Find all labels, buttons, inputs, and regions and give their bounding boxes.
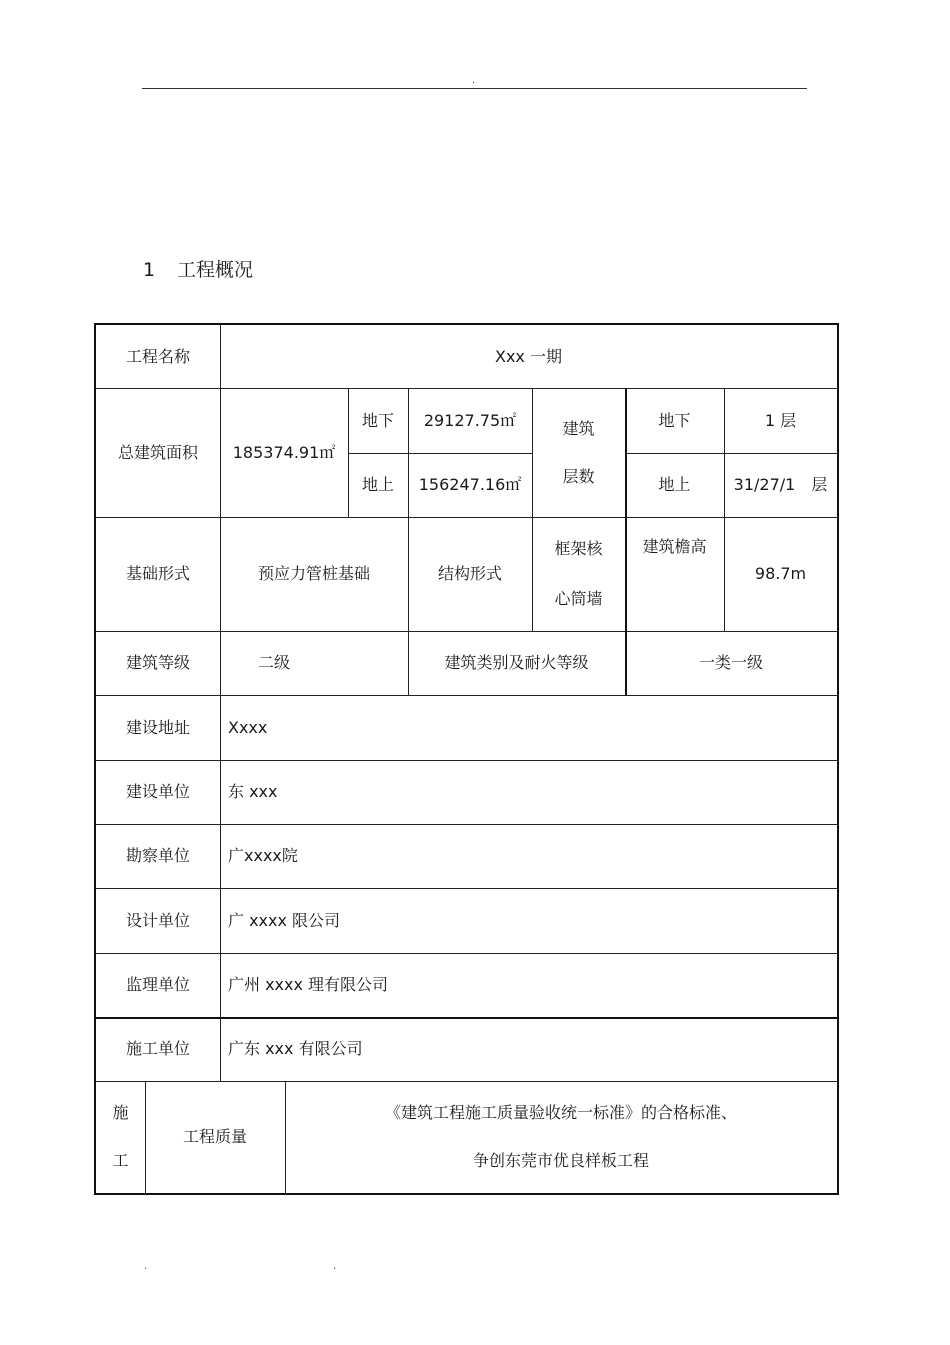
section-title-text: 工程概况 [177,259,254,281]
quality-side-line2: 工 [112,1151,129,1170]
floors-label-line1: 建筑 [562,418,595,438]
header-dot: . [472,75,476,86]
client-value: 东 xxx [228,782,278,801]
area-underground-value: 29127.75㎡ [423,410,517,430]
project-name-value: Xxx 一期 [495,346,562,366]
total-area-label: 总建筑面积 [117,442,198,462]
foundation-value: 预应力管桩基础 [257,564,370,583]
eave-height-value: 98.7m [754,564,807,583]
footer-dot-left: . [144,1261,148,1272]
site-address-label: 建设地址 [125,717,190,737]
quality-side-line1: 施 [112,1103,129,1122]
floors-underground-label: 地下 [658,410,691,430]
section-number: 1 [143,259,156,281]
design-label: 设计单位 [125,910,190,930]
quality-label: 工程质量 [182,1127,247,1146]
contractor-label: 施工单位 [125,1039,190,1058]
project-name-label: 工程名称 [125,346,190,366]
supervision-value: 广州 xxxx 理有限公司 [228,975,389,994]
building-grade-label: 建筑等级 [125,653,190,672]
client-label: 建设单位 [125,782,190,801]
floors-label [532,388,625,517]
header-rule [142,88,807,89]
section-title [143,257,253,283]
site-address-value: Xxxx [228,717,268,737]
project-overview-table [94,323,839,1195]
area-aboveground-label: 地上 [361,475,394,494]
building-grade-value: 二级 [257,653,290,672]
supervision-label: 监理单位 [125,975,190,994]
design-value: 广 xxxx 限公司 [228,910,341,930]
quality-value-line2: 争创东莞市优良样板工程 [472,1151,649,1170]
structure-value-line1: 框架核 [554,539,603,558]
foundation-label: 基础形式 [125,564,190,583]
footer-dot-right: . [333,1261,337,1272]
floors-aboveground-value: 31/27/1 层 [733,475,828,494]
total-area-value: 185374.91㎡ [232,442,336,462]
quality-value [285,1081,837,1193]
contractor-value: 广东 xxx 有限公司 [228,1039,363,1058]
survey-label: 勘察单位 [125,846,190,865]
fire-rating-value: 一类一级 [698,653,763,672]
structure-label: 结构形式 [437,564,502,583]
quality-side-label [96,1081,145,1193]
fire-rating-label: 建筑类别及耐火等级 [444,653,589,672]
area-underground-label: 地下 [361,410,394,430]
floors-label-line2: 层数 [562,466,595,486]
area-aboveground-value: 156247.16㎡ [418,475,522,494]
structure-value [532,517,625,631]
floors-underground-value: 1 层 [764,410,797,430]
floors-aboveground-label: 地上 [658,475,691,494]
structure-value-line2: 心筒墙 [554,589,603,608]
survey-value: 广xxxx院 [228,846,298,865]
quality-value-line1: 《建筑工程施工质量验收统一标准》的合格标准、 [384,1103,737,1122]
eave-height-label: 建筑檐高 [642,537,707,556]
